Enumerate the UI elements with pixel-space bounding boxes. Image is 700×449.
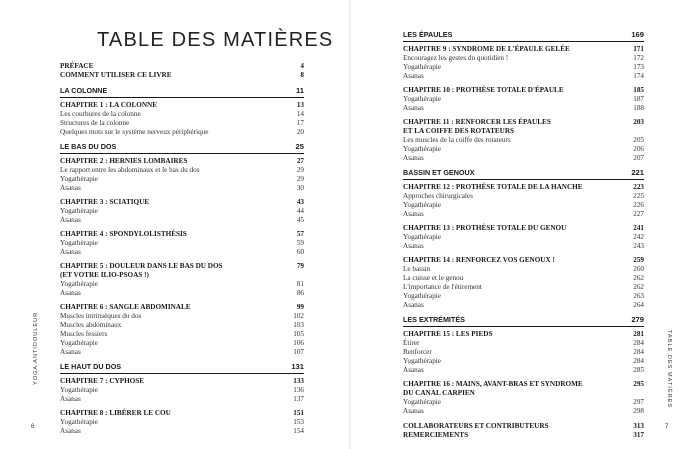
chapter-title-line: CHAPITRE 13 : PROTHÈSE TOTALE DU GENOU xyxy=(403,224,567,232)
chapter-title-row[interactable] xyxy=(60,377,304,386)
toc-entry-label: La cuisse et le genou xyxy=(403,274,464,282)
toc-entry[interactable] xyxy=(403,265,644,274)
toc-entry-page: 205 xyxy=(633,136,644,144)
toc-entry[interactable] xyxy=(60,280,304,289)
section-page: 221 xyxy=(631,168,644,177)
toc-entry-page: 264 xyxy=(633,301,644,309)
chapter-entry xyxy=(403,224,644,251)
toc-right-column xyxy=(403,26,644,440)
toc-entry-page: 106 xyxy=(293,339,304,347)
toc-entry-label: Yogathérapie xyxy=(60,339,98,347)
chapter-page: 27 xyxy=(296,157,304,165)
toc-entry-label: Yogathérapie xyxy=(403,292,441,300)
toc-entry[interactable] xyxy=(60,330,304,339)
chapter-title-line: CHAPITRE 15 : LES PIEDS xyxy=(403,330,493,338)
toc-entry[interactable] xyxy=(403,366,644,375)
chapter-title-line: CHAPITRE 16 : MAINS, AVANT-BRAS ET SYNDROME xyxy=(403,380,583,388)
chapter-entry xyxy=(60,409,304,436)
toc-entry-page: 17 xyxy=(296,119,304,127)
chapter-entry xyxy=(403,86,644,113)
toc-left-column xyxy=(60,62,304,441)
back-matter-entry[interactable] xyxy=(403,431,644,440)
toc-entry-label: Yogathérapie xyxy=(60,239,98,247)
front-matter-entry-page: 8 xyxy=(300,71,304,79)
toc-entry-label: Asanas xyxy=(60,289,81,297)
chapter-page: 151 xyxy=(293,409,304,417)
toc-entry-label: Yogathérapie xyxy=(403,357,441,365)
toc-entry-page: 102 xyxy=(293,312,304,320)
toc-entry-label: Asanas xyxy=(60,184,81,192)
toc-section xyxy=(403,30,644,163)
chapter-title-line: CHAPITRE 14 : RENFORCEZ VOS GENOUX ! xyxy=(403,256,555,264)
toc-entry-page: 60 xyxy=(296,248,304,256)
chapter-page: 99 xyxy=(296,303,304,311)
toc-entry-page: 172 xyxy=(633,54,644,62)
front-matter-entry[interactable] xyxy=(60,71,304,80)
toc-entry-page: 45 xyxy=(296,216,304,224)
toc-entry[interactable] xyxy=(60,418,304,427)
toc-entry-page: 206 xyxy=(633,145,644,153)
chapter-title-row[interactable] xyxy=(60,198,304,207)
toc-entry-label: Yogathérapie xyxy=(403,233,441,241)
section-heading[interactable] xyxy=(60,142,304,154)
toc-entry[interactable] xyxy=(60,395,304,404)
toc-entry[interactable] xyxy=(403,95,644,104)
section-title: BASSIN ET GENOUX xyxy=(403,168,475,177)
toc-entry-label: Asanas xyxy=(403,407,424,415)
chapter-page: 203 xyxy=(633,118,644,126)
toc-entry[interactable] xyxy=(403,274,644,283)
toc-entry-label: Le rapport entre les abdominaux et le bas du dos xyxy=(60,166,200,174)
back-matter xyxy=(403,422,644,440)
front-matter-entry-page: 4 xyxy=(300,62,304,70)
front-matter xyxy=(60,62,304,80)
toc-entry-page: 103 xyxy=(293,321,304,329)
toc-entry[interactable] xyxy=(60,128,304,137)
chapter-page: 57 xyxy=(296,230,304,238)
toc-entry[interactable] xyxy=(403,283,644,292)
toc-entry[interactable] xyxy=(403,242,644,251)
back-matter-entry-label: COLLABORATEURS ET CONTRIBUTEURS xyxy=(403,422,549,430)
chapter-title-line: CHAPITRE 6 : SANGLE ABDOMINALE xyxy=(60,303,191,311)
back-matter-entry-page: 313 xyxy=(633,422,644,430)
toc-entry[interactable] xyxy=(60,216,304,225)
chapter-title xyxy=(403,86,564,95)
toc-section xyxy=(403,315,644,416)
toc-entry-page: 20 xyxy=(296,128,304,136)
page-number-left: 6 xyxy=(31,424,35,430)
toc-entry[interactable] xyxy=(60,239,304,248)
toc-entry-page: 107 xyxy=(293,348,304,356)
chapter-title-row[interactable] xyxy=(403,183,644,192)
front-matter-entry-label: PRÉFACE xyxy=(60,62,94,70)
toc-entry-page: 29 xyxy=(296,175,304,183)
toc-entry-label: Yogathérapie xyxy=(60,280,98,288)
chapter-page: 223 xyxy=(633,183,644,191)
chapter-title xyxy=(403,380,583,398)
toc-entry-label: Yogathérapie xyxy=(403,95,441,103)
toc-entry[interactable] xyxy=(60,386,304,395)
toc-entry-page: 137 xyxy=(293,395,304,403)
back-matter-entry-page: 317 xyxy=(633,431,644,439)
chapter-title-line: CHAPITRE 12 : PROTHÈSE TOTALE DE LA HANCHE xyxy=(403,183,583,191)
toc-entry-page: 173 xyxy=(633,63,644,71)
toc-entry-label: Les muscles de la coiffe des rotateurs xyxy=(403,136,511,144)
toc-entry[interactable] xyxy=(60,119,304,128)
toc-entry-label: Asanas xyxy=(403,154,424,162)
toc-entry-page: 260 xyxy=(633,265,644,273)
chapter-title xyxy=(403,118,551,136)
toc-entry[interactable] xyxy=(60,321,304,330)
toc-section xyxy=(60,142,304,357)
toc-entry-page: 284 xyxy=(633,357,644,365)
chapter-title-line: CHAPITRE 3 : SCIATIQUE xyxy=(60,198,150,206)
section-heading[interactable] xyxy=(403,168,644,180)
chapter-title-row[interactable] xyxy=(403,224,644,233)
chapter-entry xyxy=(60,101,304,137)
toc-entry[interactable] xyxy=(60,289,304,298)
toc-entry-page: 225 xyxy=(633,192,644,200)
toc-entry-label: Les courbures de la colonne xyxy=(60,110,141,118)
chapter-title-line: CHAPITRE 5 : DOULEUR DANS LE BAS DU DOS xyxy=(60,262,223,270)
toc-entry-page: 187 xyxy=(633,95,644,103)
chapter-page: 133 xyxy=(293,377,304,385)
chapter-title-line: CHAPITRE 10 : PROTHÈSE TOTALE D'ÉPAULE xyxy=(403,86,564,94)
chapter-entry xyxy=(60,157,304,193)
section-heading[interactable] xyxy=(403,315,644,327)
toc-entry[interactable] xyxy=(403,72,644,81)
toc-section xyxy=(403,168,644,310)
toc-entry-label: Asanas xyxy=(403,301,424,309)
toc-entry[interactable] xyxy=(403,63,644,72)
chapter-page: 43 xyxy=(296,198,304,206)
chapter-title xyxy=(60,198,149,207)
toc-entry[interactable] xyxy=(403,301,644,310)
chapter-title-line: CHAPITRE 4 : SPONDYLOLISTHÉSIS xyxy=(60,230,187,238)
toc-entry[interactable] xyxy=(60,348,304,357)
toc-entry-label: Quelques mots sur le système nerveux périphérique xyxy=(60,128,209,136)
chapter-title-row[interactable] xyxy=(60,101,304,110)
toc-entry[interactable] xyxy=(403,104,644,113)
chapter-title-line: CHAPITRE 7 : CYPHOSE xyxy=(60,377,145,385)
front-matter-entry-label: COMMENT UTILISER CE LIVRE xyxy=(60,71,172,79)
toc-entry[interactable] xyxy=(403,54,644,63)
toc-entry-label: Muscles fessiers xyxy=(60,330,108,338)
toc-entry[interactable] xyxy=(403,154,644,163)
toc-entry-label: Yogathérapie xyxy=(60,175,98,183)
toc-entry[interactable] xyxy=(403,407,644,416)
chapter-entry xyxy=(403,183,644,219)
section-page: 131 xyxy=(291,362,304,371)
toc-entry[interactable] xyxy=(60,184,304,193)
toc-entry-page: 59 xyxy=(296,239,304,247)
section-page: 25 xyxy=(295,142,304,151)
toc-entry-label: Yogathérapie xyxy=(403,145,441,153)
toc-entry-label: Encouragez les gestes du quotidien ! xyxy=(403,54,509,62)
chapter-title-line: CHAPITRE 11 : RENFORCER LES ÉPAULES xyxy=(403,118,551,126)
toc-entry[interactable] xyxy=(403,348,644,357)
section-title: LES EXTRÉMITÉS xyxy=(403,315,465,324)
toc-entry-page: 81 xyxy=(296,280,304,288)
toc-entry[interactable] xyxy=(403,145,644,154)
chapter-title-line: CHAPITRE 1 : LA COLONNE xyxy=(60,101,158,109)
toc-entry[interactable] xyxy=(403,398,644,407)
back-matter-entry-label: REMERCIEMENTS xyxy=(403,431,469,439)
running-title-left: YOGA ANTIDOULEUR xyxy=(33,311,39,385)
section-title: LE BAS DU DOS xyxy=(60,142,117,151)
toc-entry[interactable] xyxy=(403,233,644,242)
chapter-title-line: CHAPITRE 2 : HERNIES LOMBAIRES xyxy=(60,157,188,165)
toc-entry-label: Asanas xyxy=(60,395,81,403)
toc-entry-label: Yogathérapie xyxy=(403,63,441,71)
toc-entry[interactable] xyxy=(60,427,304,436)
chapter-title-row[interactable] xyxy=(403,45,644,54)
toc-entry[interactable] xyxy=(60,175,304,184)
toc-entry-page: 284 xyxy=(633,339,644,347)
toc-entry-page: 188 xyxy=(633,104,644,112)
section-heading[interactable] xyxy=(403,30,644,42)
toc-entry-label: Renforcer xyxy=(403,348,432,356)
toc-entry-label: Structures de la colonne xyxy=(60,119,130,127)
toc-entry-label: Asanas xyxy=(403,104,424,112)
chapter-title-line: (ET VOTRE ILIO-PSOAS !) xyxy=(60,271,149,279)
chapter-title-line: DU CANAL CARPIEN xyxy=(403,389,475,397)
chapter-entry xyxy=(60,230,304,257)
toc-entry[interactable] xyxy=(403,339,644,348)
toc-entry-page: 298 xyxy=(633,407,644,415)
chapter-title-row[interactable] xyxy=(60,409,304,418)
toc-entry-page: 285 xyxy=(633,366,644,374)
toc-entry[interactable] xyxy=(60,339,304,348)
chapter-page: 281 xyxy=(633,330,644,338)
chapter-page: 295 xyxy=(633,380,644,388)
toc-entry-page: 105 xyxy=(293,330,304,338)
chapter-entry xyxy=(403,330,644,375)
section-heading[interactable] xyxy=(60,362,304,374)
toc-entry-page: 86 xyxy=(296,289,304,297)
toc-entry-page: 243 xyxy=(633,242,644,250)
chapter-entry xyxy=(60,303,304,357)
toc-entry-label: Asanas xyxy=(403,210,424,218)
toc-entry-page: 227 xyxy=(633,210,644,218)
chapter-title-row[interactable] xyxy=(403,86,644,95)
toc-entry-page: 242 xyxy=(633,233,644,241)
toc-entry-page: 136 xyxy=(293,386,304,394)
chapter-entry xyxy=(403,256,644,310)
chapter-entry xyxy=(403,118,644,163)
page-title: TABLE DES MATIÈRES xyxy=(97,29,334,52)
chapter-entry xyxy=(60,198,304,225)
chapter-page: 79 xyxy=(296,262,304,270)
chapter-page: 171 xyxy=(633,45,644,53)
chapter-title xyxy=(60,230,187,239)
toc-entry-label: Asanas xyxy=(403,366,424,374)
chapter-title xyxy=(60,157,187,166)
toc-entry-label: Yogathérapie xyxy=(403,398,441,406)
chapter-entry xyxy=(60,377,304,404)
toc-entry[interactable] xyxy=(403,210,644,219)
section-heading[interactable] xyxy=(60,86,304,98)
back-matter-entry[interactable] xyxy=(403,422,644,431)
chapter-title xyxy=(60,377,144,386)
toc-entry-page: 207 xyxy=(633,154,644,162)
chapter-title-row[interactable] xyxy=(403,380,644,398)
toc-entry-label: Approches chirurgicales xyxy=(403,192,473,200)
chapter-title xyxy=(60,303,191,312)
chapter-title-row[interactable] xyxy=(60,157,304,166)
toc-entry[interactable] xyxy=(403,357,644,366)
chapter-entry xyxy=(403,380,644,416)
toc-entry-label: Yogathérapie xyxy=(60,207,98,215)
chapter-entry xyxy=(60,262,304,298)
toc-entry-page: 154 xyxy=(293,427,304,435)
toc-entry-label: Asanas xyxy=(60,427,81,435)
toc-entry-label: Asanas xyxy=(403,72,424,80)
toc-entry-label: Asanas xyxy=(403,242,424,250)
toc-entry[interactable] xyxy=(60,312,304,321)
toc-entry[interactable] xyxy=(403,136,644,145)
toc-entry-page: 153 xyxy=(293,418,304,426)
toc-entry-page: 44 xyxy=(296,207,304,215)
chapter-title-row[interactable] xyxy=(60,262,304,280)
toc-entry-label: Yogathérapie xyxy=(60,386,98,394)
chapter-title xyxy=(403,224,566,233)
toc-entry-page: 284 xyxy=(633,348,644,356)
chapter-page: 241 xyxy=(633,224,644,232)
section-page: 169 xyxy=(631,30,644,39)
toc-entry[interactable] xyxy=(403,192,644,201)
toc-entry-label: Muscles abdominaux xyxy=(60,321,122,329)
section-page: 279 xyxy=(631,315,644,324)
toc-entry-page: 262 xyxy=(633,274,644,282)
chapter-title-line: CHAPITRE 9 : SYNDROME DE L'ÉPAULE GELÉE xyxy=(403,45,570,53)
toc-entry-page: 174 xyxy=(633,72,644,80)
toc-entry-page: 30 xyxy=(296,184,304,192)
chapter-title-row[interactable] xyxy=(403,256,644,265)
chapter-title xyxy=(60,262,223,280)
chapter-title xyxy=(60,101,157,110)
toc-entry[interactable] xyxy=(403,292,644,301)
toc-entry-label: Le bassin xyxy=(403,265,431,273)
chapter-page: 185 xyxy=(633,86,644,94)
toc-right-sections xyxy=(403,30,644,416)
toc-entry-label: L'importance de l'étirement xyxy=(403,283,482,291)
page-number-right: 7 xyxy=(665,424,669,430)
chapter-title xyxy=(60,409,171,418)
toc-section xyxy=(60,362,304,436)
chapter-title-row[interactable] xyxy=(403,330,644,339)
front-matter-entry[interactable] xyxy=(60,62,304,71)
chapter-title-line: ET LA COIFFE DES ROTATEURS xyxy=(403,127,515,135)
chapter-title-row[interactable] xyxy=(60,230,304,239)
chapter-title xyxy=(403,256,555,265)
chapter-title xyxy=(403,183,583,192)
chapter-title-row[interactable] xyxy=(403,118,644,136)
toc-entry-label: Asanas xyxy=(60,248,81,256)
toc-section xyxy=(60,86,304,137)
section-title: LE HAUT DU DOS xyxy=(60,362,122,371)
toc-entry-label: Muscles intrinsèques du dos xyxy=(60,312,142,320)
toc-entry[interactable] xyxy=(403,201,644,210)
toc-entry-page: 263 xyxy=(633,292,644,300)
toc-entry-page: 262 xyxy=(633,283,644,291)
toc-entry-page: 297 xyxy=(633,398,644,406)
chapter-entry xyxy=(403,45,644,81)
chapter-title xyxy=(403,45,570,54)
toc-entry-page: 29 xyxy=(296,166,304,174)
chapter-page: 259 xyxy=(633,256,644,264)
toc-entry-label: Asanas xyxy=(60,348,81,356)
toc-entry-label: Asanas xyxy=(60,216,81,224)
section-title: LES ÉPAULES xyxy=(403,30,453,39)
chapter-page: 13 xyxy=(296,101,304,109)
toc-entry-label: Étirer xyxy=(403,339,420,347)
toc-entry[interactable] xyxy=(60,110,304,119)
running-title-right: TABLE DES MATIÈRES xyxy=(666,330,672,409)
toc-left-sections xyxy=(60,86,304,436)
chapter-title-row[interactable] xyxy=(60,303,304,312)
chapter-title xyxy=(403,330,492,339)
toc-entry-page: 14 xyxy=(296,110,304,118)
chapter-title-line: CHAPITRE 8 : LIBÉRER LE COU xyxy=(60,409,171,417)
section-page: 11 xyxy=(295,86,304,95)
toc-entry[interactable] xyxy=(60,248,304,257)
section-title: LA COLONNE xyxy=(60,86,108,95)
toc-entry[interactable] xyxy=(60,166,304,175)
book-spine xyxy=(349,0,351,449)
toc-entry-page: 226 xyxy=(633,201,644,209)
toc-entry-label: Yogathérapie xyxy=(60,418,98,426)
toc-entry[interactable] xyxy=(60,207,304,216)
toc-entry-label: Yogathérapie xyxy=(403,201,441,209)
